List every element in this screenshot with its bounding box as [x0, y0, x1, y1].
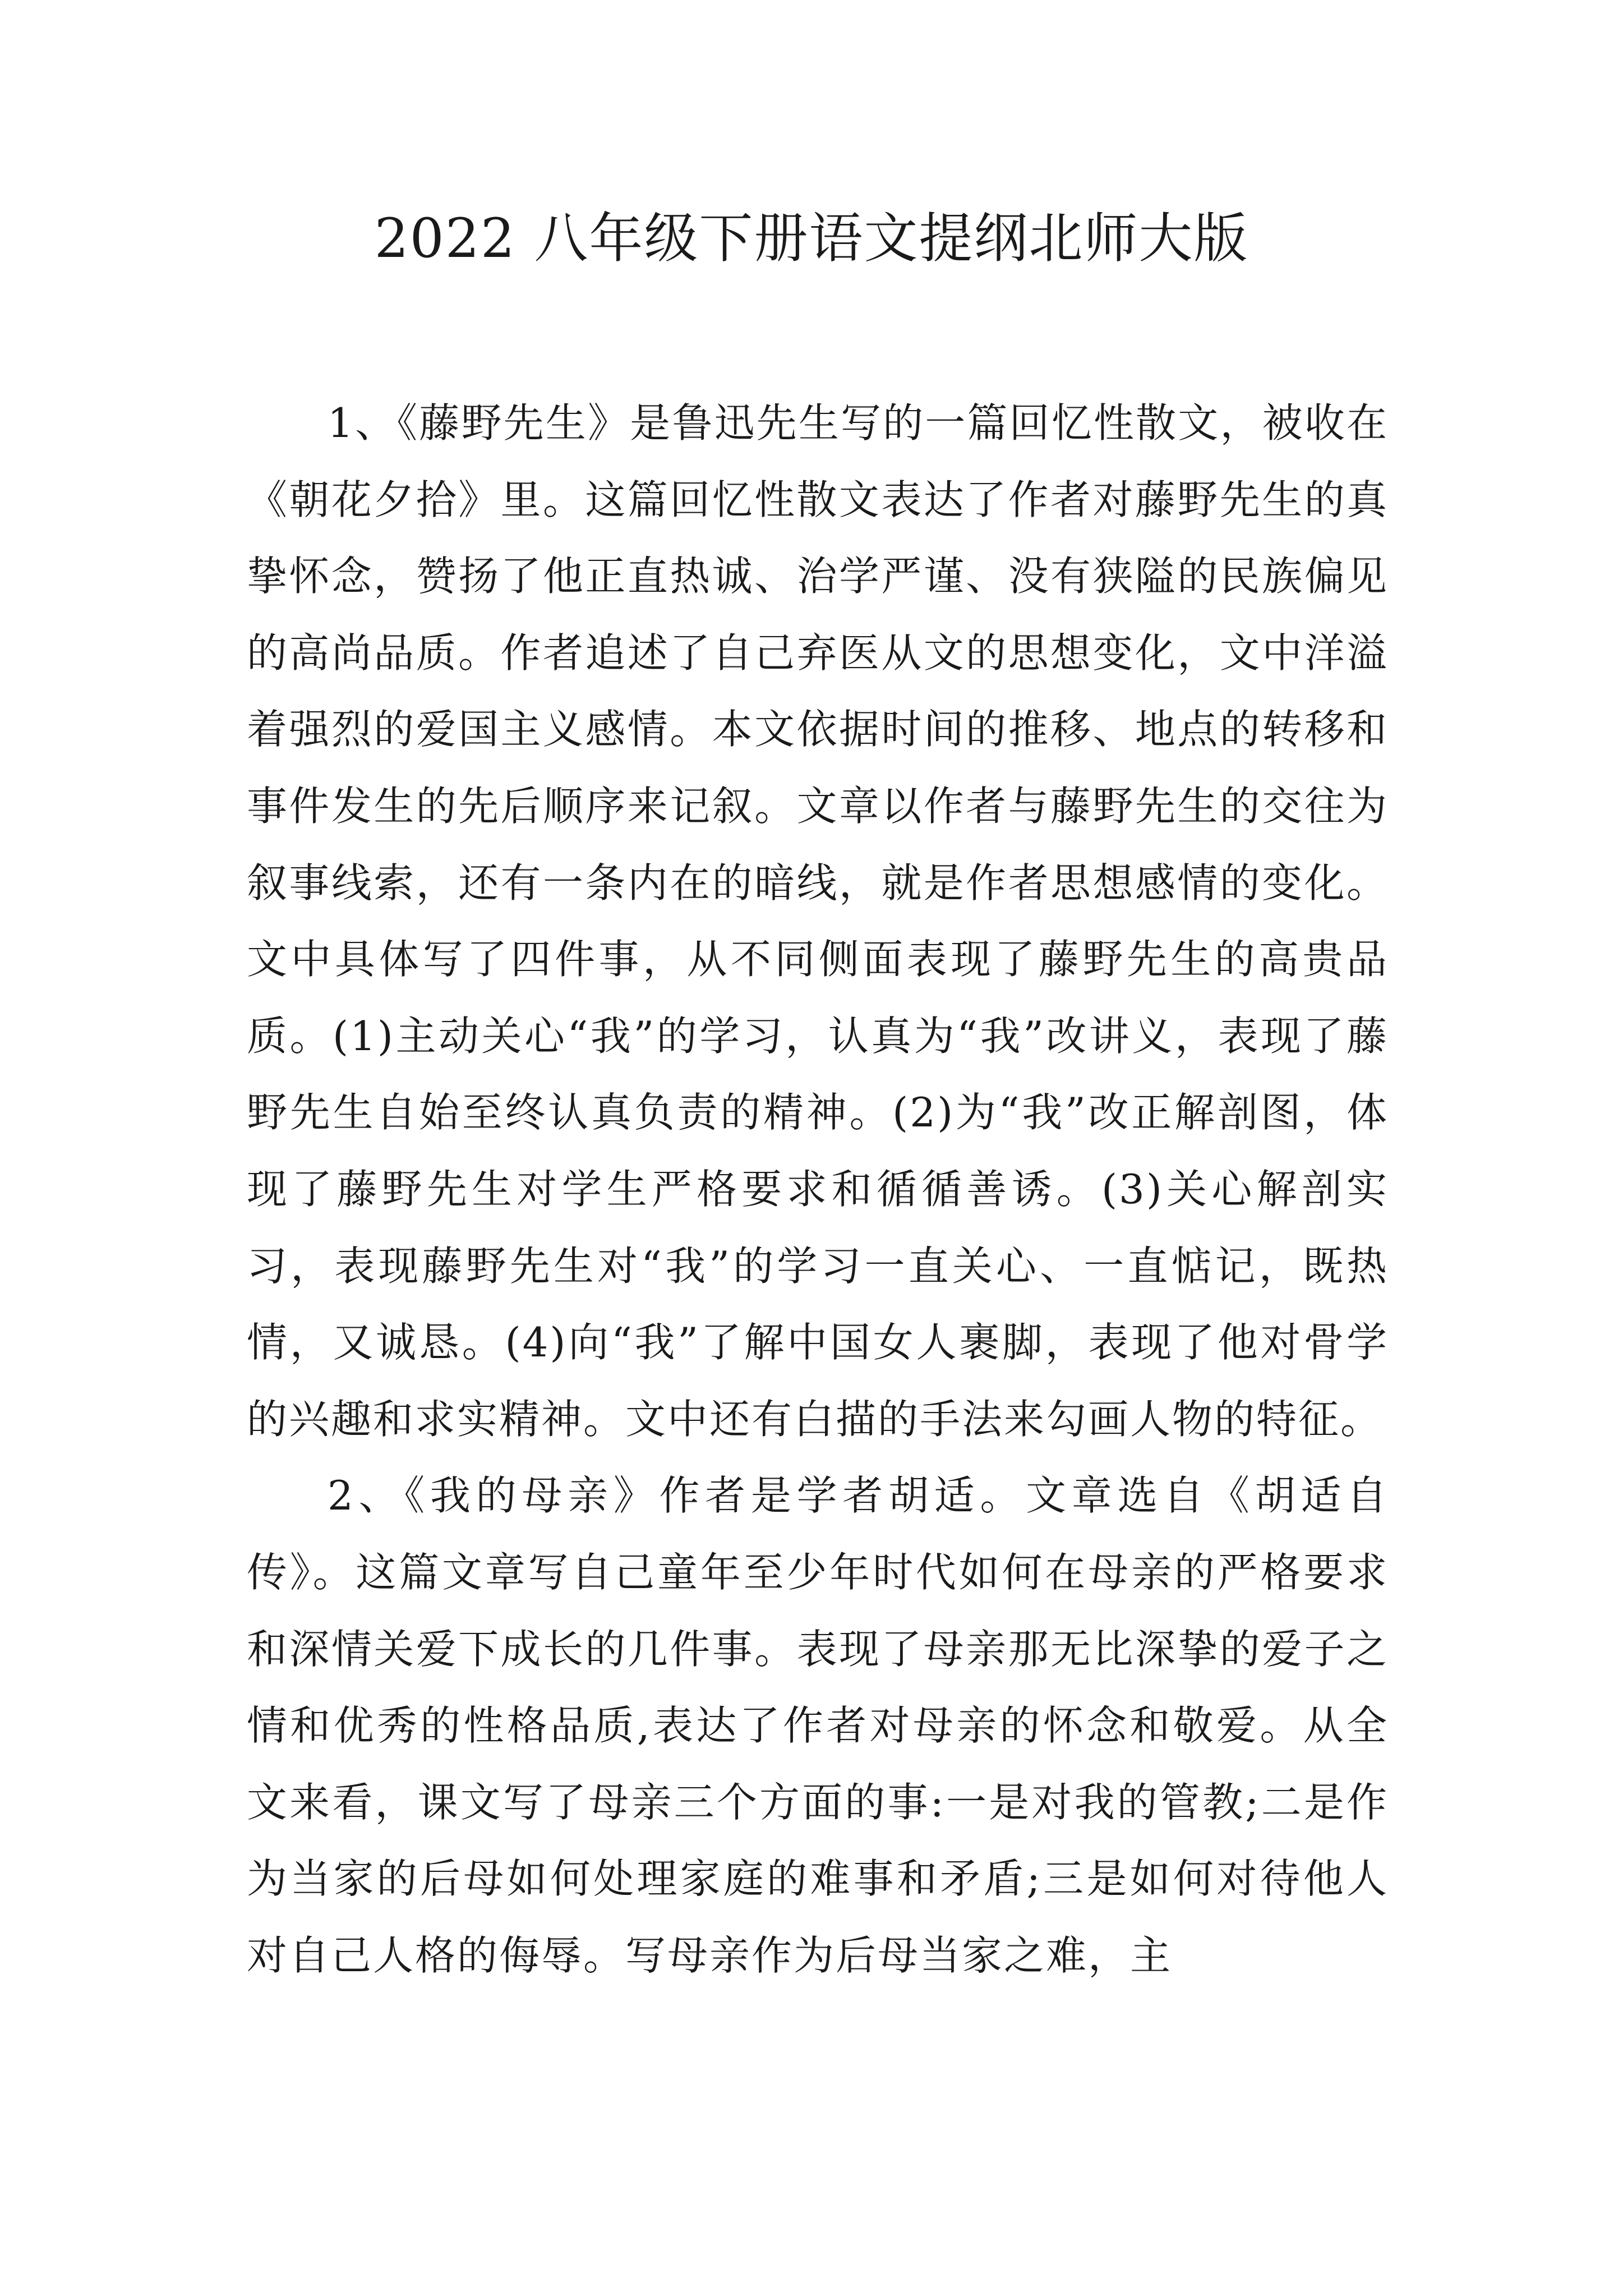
document-title: 2022 八年级下册语文提纲北师大版 — [374, 207, 1249, 270]
document-body — [247, 385, 1389, 1994]
paragraph-1: 1、《藤野先生》是鲁迅先生写的一篇回忆性散文，被收在《朝花夕拾》里。这篇回忆性散文表达了作者对藤野先生的真挚怀念，赞扬了他正直热诚、治学严谨、没有狭隘的民族偏见的高尚品质。作者追述了自己弃医从文的思想变化，文中洋溢着强烈的爱国主义感情。本文依据时间的推移、地点的转移和事件发生的先后顺序来记叙。文章以作者与藤野先生的交往为叙事线索，还有一条内在的暗线，就是作者思想感情的变化。文中具体写了四件事，从不同侧面表现了藤野先生的高贵品质。(1)主动关心“我”的学习，认真为“我”改讲义，表现了藤野先生自始至终认真负责的精神。(2)为“我”改正解剖图，体现了藤野先生对学生严格要求和循循善诱。(3)关心解剖实习，表现藤野先生对“我”的学习一直关心、一直惦记，既热情，又诚恳。(4)向“我”了解中国女人裹脚，表现了他对骨学的兴趣和求实精神。文中还有白描的手法来勾画人物的特征。 — [247, 399, 1389, 1443]
paragraph-2: 2、《我的母亲》作者是学者胡适。文章选自《胡适自传》。这篇文章写自己童年至少年时代如何在母亲的严格要求和深情关爱下成长的几件事。表现了母亲那无比深挚的爱子之情和优秀的性格品质,表达了作者对母亲的怀念和敬爱。从全文来看，课文写了母亲三个方面的事:一是对我的管教;二是作为当家的后母如何处理家庭的难事和矛盾;三是如何对待他人对自己人格的侮辱。写母亲作为后母当家之难，主 — [247, 1472, 1389, 1979]
